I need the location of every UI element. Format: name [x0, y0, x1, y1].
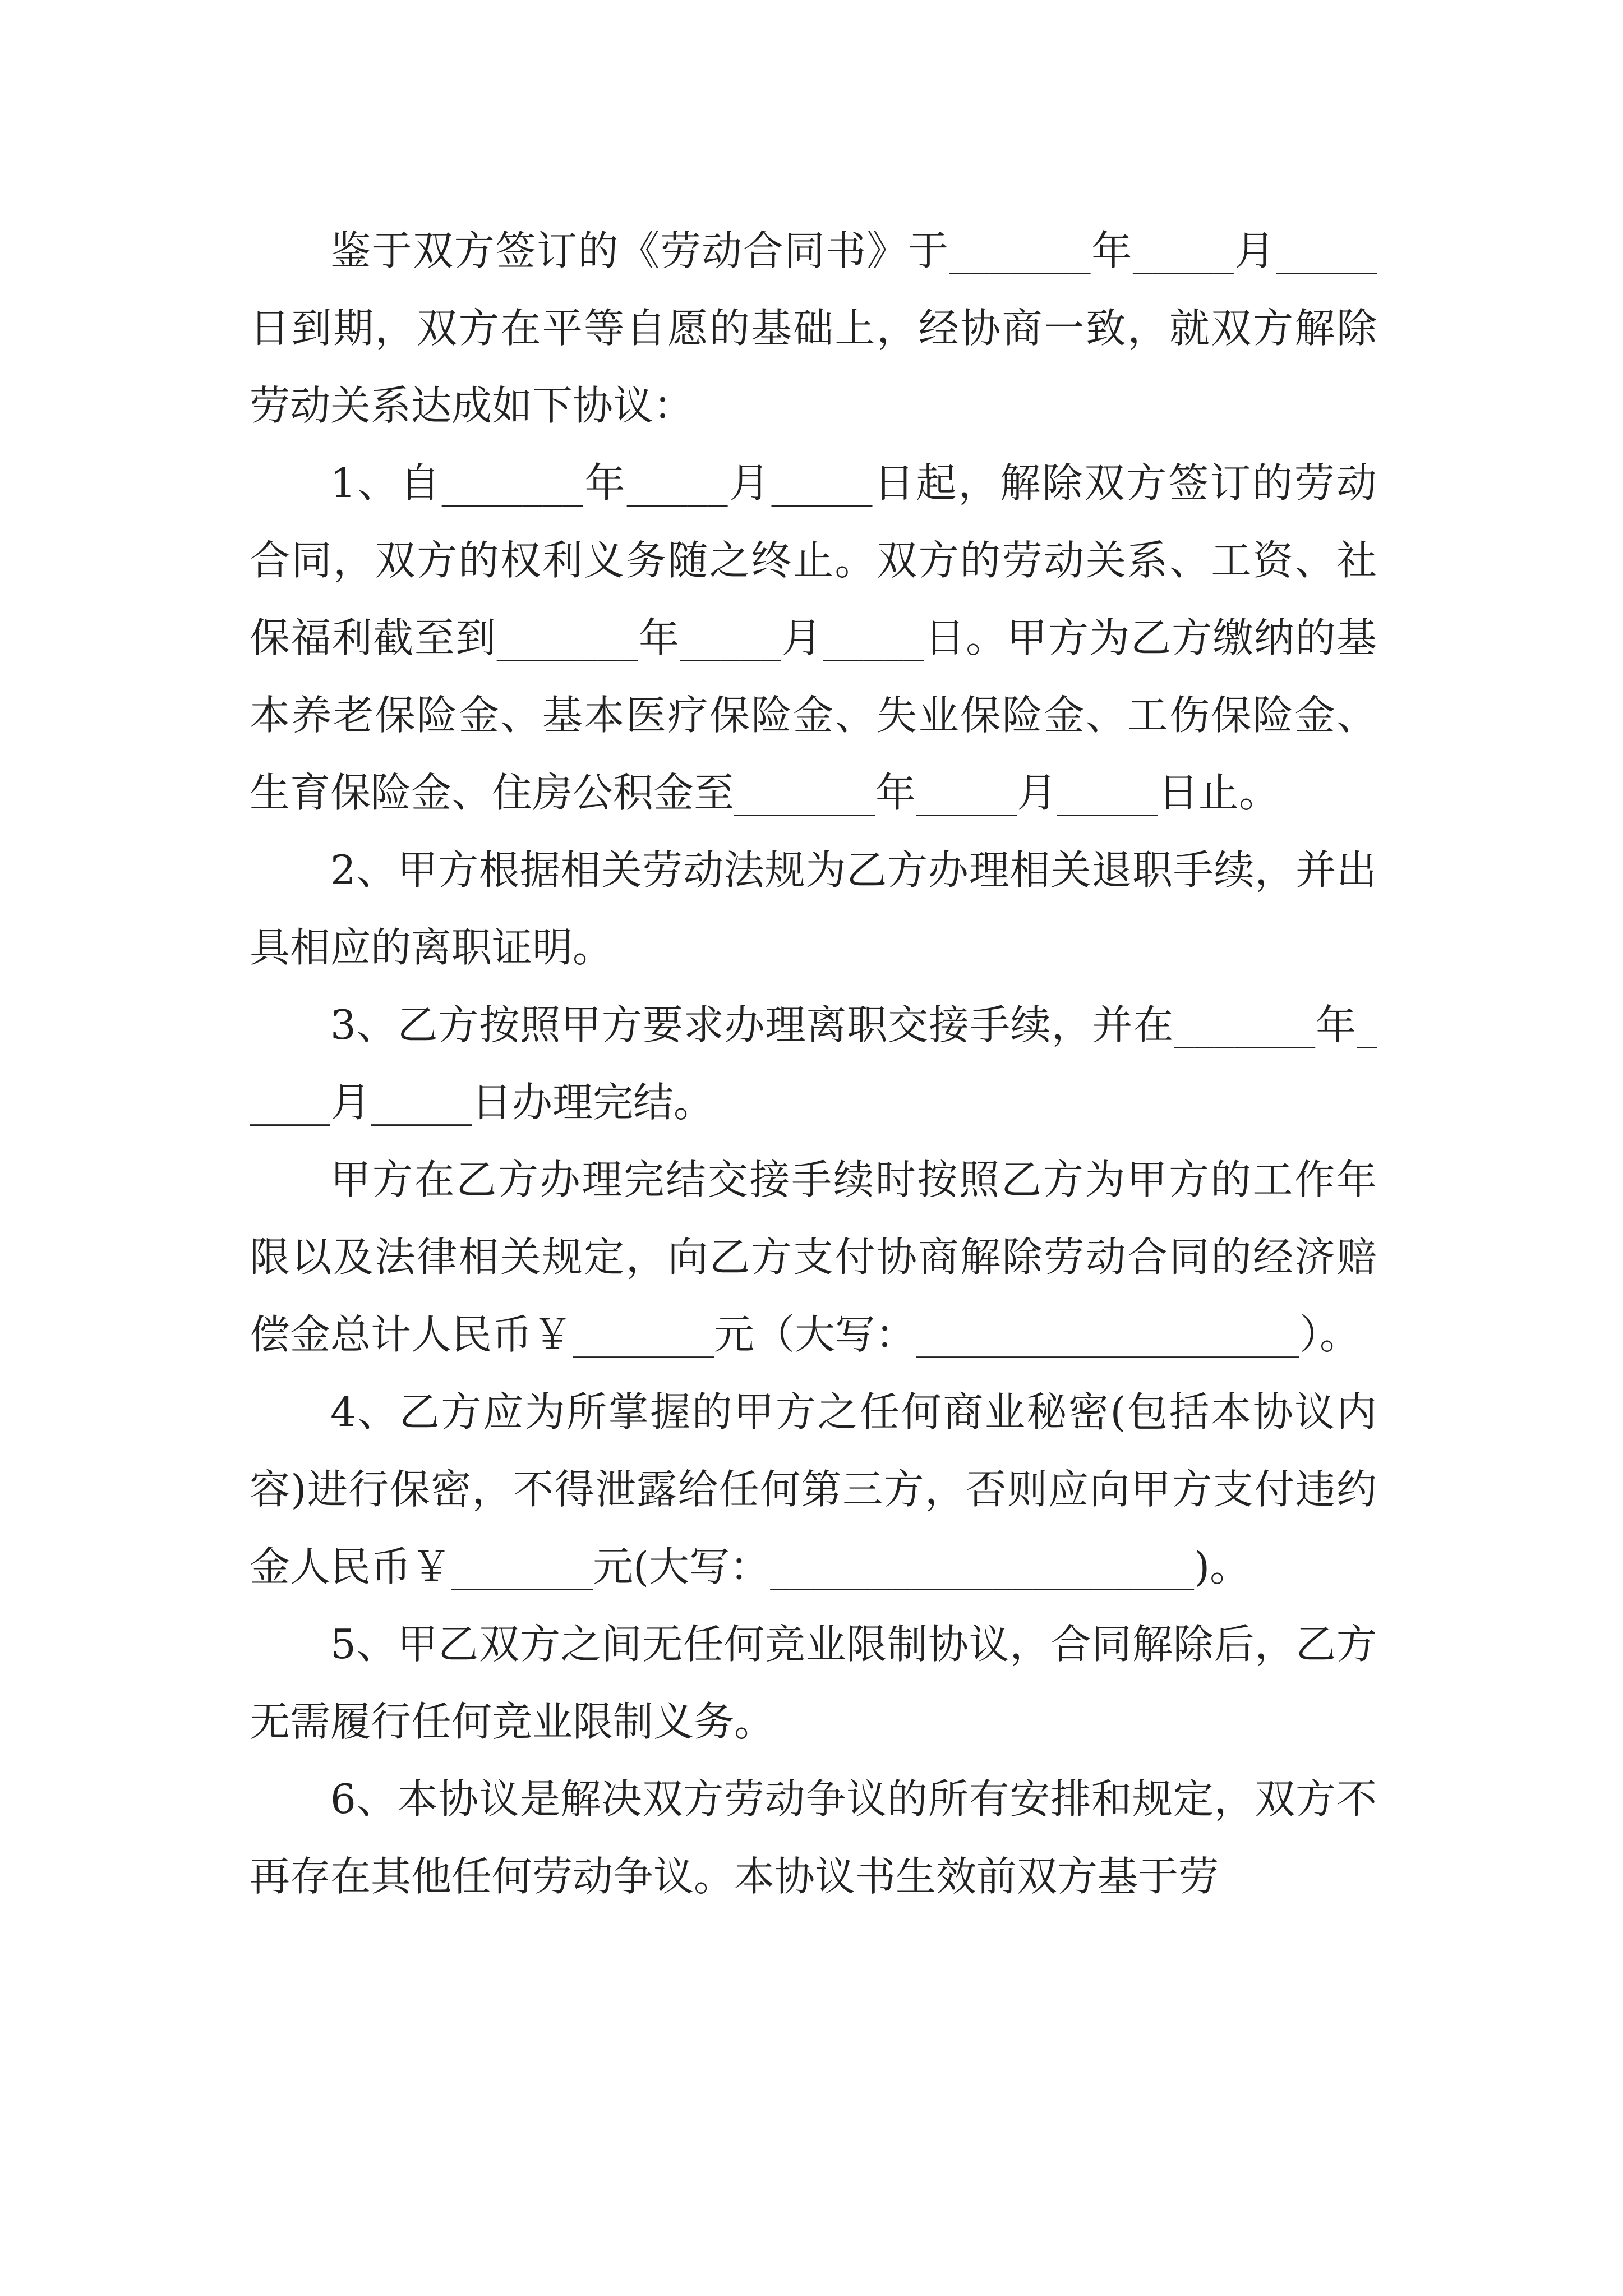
- paragraph-compensation: 甲方在乙方办理完结交接手续时按照乙方为甲方的工作年限以及法律相关规定，向乙方支付协商解除劳动合同的经济赔偿金总计人民币￥_______元（大写：___________________）。: [250, 1156, 1377, 1358]
- document-body: [250, 212, 1377, 1915]
- paragraph-clause-4: 4、乙方应为所掌握的甲方之任何商业秘密(包括本协议内容)进行保密，不得泄露给任何第三方，否则应向甲方支付违约金人民币￥_______元(大写：_____________________)。: [250, 1388, 1377, 1590]
- paragraph-clause-5: 5、甲乙双方之间无任何竞业限制协议，合同解除后，乙方无需履行任何竞业限制义务。: [250, 1621, 1377, 1745]
- paragraph-clause-2: 2、甲方根据相关劳动法规为乙方办理相关退职手续，并出具相应的离职证明。: [250, 846, 1377, 971]
- paragraph-clause-1: 1、自_______年_____月_____日起，解除双方签订的劳动合同，双方的权利义务随之终止。双方的劳动关系、工资、社保福利截至到_______年_____月_____日。甲方为乙方缴纳的基本养老保险金、基本医疗保险金、失业保险金、工伤保险金、生育保险金、住房公积金至_______年_____月_____日止。: [250, 459, 1377, 816]
- paragraph-clause-6: 6、本协议是解决双方劳动争议的所有安排和规定，双方不再存在其他任何劳动争议。本协议书生效前双方基于劳: [250, 1775, 1377, 1900]
- paragraph-clause-3: 3、乙方按照甲方要求办理离职交接手续，并在_______年_____月_____日办理完结。: [250, 1001, 1377, 1126]
- paragraph-preamble: 鉴于双方签订的《劳动合同书》于_______年_____月_____日到期，双方在平等自愿的基础上，经协商一致，就双方解除劳动关系达成如下协议：: [250, 227, 1377, 429]
